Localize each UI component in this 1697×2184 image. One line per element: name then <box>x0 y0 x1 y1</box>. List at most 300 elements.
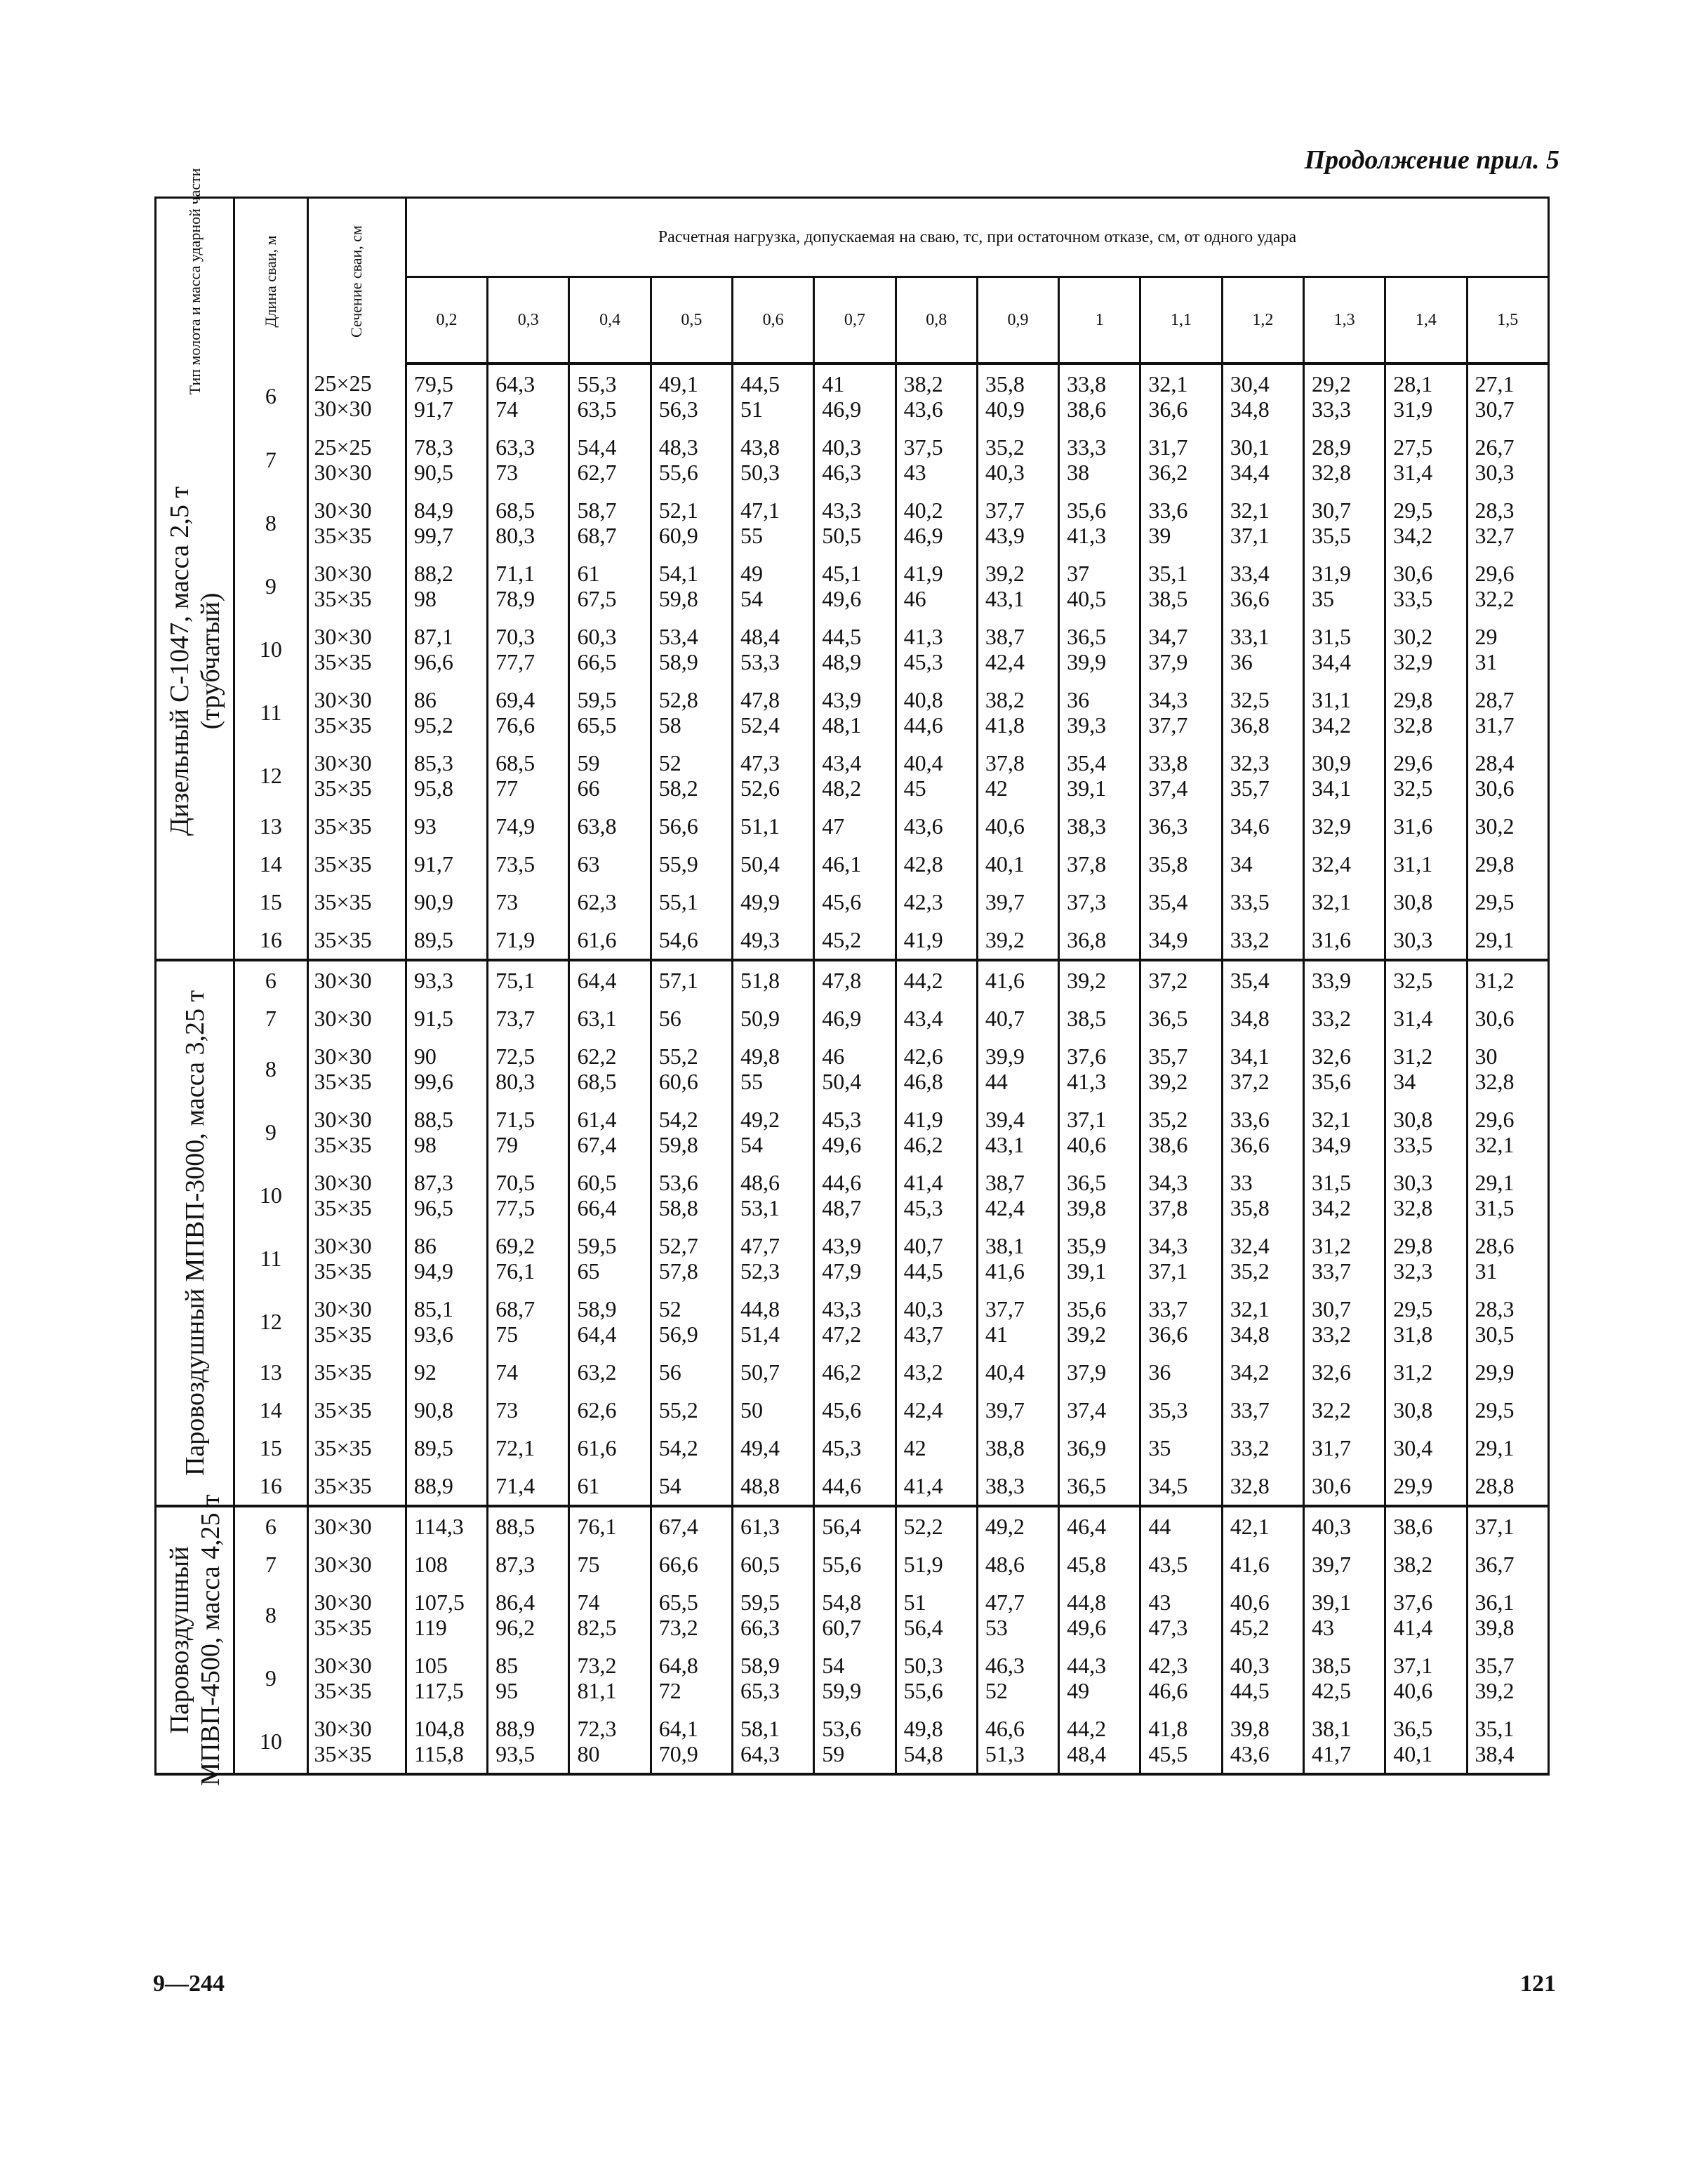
load-value-cell: 38,7 42,4 <box>977 1164 1058 1227</box>
load-value-cell: 58,9 64,4 <box>569 1290 651 1353</box>
load-value-cell: 76,1 <box>569 1506 651 1545</box>
load-value-cell: 35,6 39,2 <box>1059 1290 1140 1353</box>
load-value-cell: 37,2 <box>1140 960 1222 999</box>
load-value-cell: 32,9 <box>1303 807 1385 845</box>
footer-code: 9—244 <box>153 1971 225 1997</box>
load-value-cell: 41,6 <box>1222 1545 1303 1583</box>
load-value-cell: 35,7 39,2 <box>1467 1646 1548 1710</box>
pile-length-cell: 6 <box>234 364 307 428</box>
table-row <box>156 428 1549 491</box>
pile-section-cell: 30×30 <box>307 1545 406 1583</box>
pile-section-header: Сечение сваи, см <box>307 198 406 364</box>
page-number: 121 <box>1520 1971 1556 1997</box>
refusal-header: 0,7 <box>814 277 896 364</box>
table-row <box>156 1583 1549 1646</box>
load-value-cell: 45,8 <box>1059 1545 1140 1583</box>
table-row <box>156 1545 1549 1583</box>
load-value-cell: 30,2 <box>1467 807 1548 845</box>
load-value-cell: 88,9 93,5 <box>488 1710 569 1774</box>
load-value-cell: 33,5 <box>1222 883 1303 921</box>
load-value-cell: 43,3 50,5 <box>814 491 896 554</box>
load-value-cell: 38,2 43,6 <box>896 364 977 428</box>
pile-section-cell: 35×35 <box>307 921 406 960</box>
load-value-cell: 54,2 <box>651 1429 732 1467</box>
pile-length-cell: 6 <box>234 960 307 999</box>
load-value-cell: 29,8 32,8 <box>1385 681 1467 744</box>
pile-section-cell: 30×30 35×35 <box>307 618 406 681</box>
pile-section-cell: 30×30 35×35 <box>307 1646 406 1710</box>
refusal-header: 0,2 <box>406 277 487 364</box>
load-value-cell: 46,4 <box>1059 1506 1140 1545</box>
table-row <box>156 807 1549 845</box>
load-value-cell: 48,6 <box>977 1545 1058 1583</box>
load-value-cell: 56,4 <box>814 1506 896 1545</box>
load-value-cell: 54 59,9 <box>814 1646 896 1710</box>
load-value-cell: 27,5 31,4 <box>1385 428 1467 491</box>
load-value-cell: 32,1 <box>1303 883 1385 921</box>
load-value-cell: 38,6 <box>1385 1506 1467 1545</box>
load-value-cell: 65,5 73,2 <box>651 1583 732 1646</box>
load-value-cell: 31,2 <box>1385 1353 1467 1391</box>
load-value-cell: 48,8 <box>733 1467 814 1506</box>
load-value-cell: 29 31 <box>1467 618 1548 681</box>
load-value-cell: 87,1 96,6 <box>406 618 487 681</box>
load-value-cell: 49,3 <box>733 921 814 960</box>
load-value-cell: 45,3 49,6 <box>814 1100 896 1164</box>
load-value-cell: 33,1 36 <box>1222 618 1303 681</box>
load-value-cell: 90 99,6 <box>406 1037 487 1100</box>
refusal-header: 0,6 <box>733 277 814 364</box>
load-value-cell: 91,5 <box>406 999 487 1037</box>
load-value-cell: 34,6 <box>1222 807 1303 845</box>
refusal-header: 1,5 <box>1467 277 1548 364</box>
load-value-cell: 38,2 41,8 <box>977 681 1058 744</box>
load-value-cell: 35,4 <box>1222 960 1303 999</box>
table-row <box>156 883 1549 921</box>
load-value-cell: 29,8 32,3 <box>1385 1227 1467 1290</box>
load-value-cell: 35,8 40,9 <box>977 364 1058 428</box>
load-value-cell: 31,7 <box>1303 1429 1385 1467</box>
load-value-cell: 31,6 <box>1385 807 1467 845</box>
load-value-cell: 52 56,9 <box>651 1290 732 1353</box>
load-value-cell: 33,7 36,6 <box>1140 1290 1222 1353</box>
load-value-cell: 29,5 <box>1467 1391 1548 1429</box>
load-value-cell: 37,8 42 <box>977 744 1058 807</box>
load-value-cell: 37,1 40,6 <box>1385 1646 1467 1710</box>
load-value-cell: 44,2 48,4 <box>1059 1710 1140 1774</box>
load-value-cell: 35,4 39,1 <box>1059 744 1140 807</box>
pile-section-cell: 30×30 35×35 <box>307 1100 406 1164</box>
load-value-cell: 33,7 <box>1222 1391 1303 1429</box>
load-value-cell: 41,6 <box>977 960 1058 999</box>
load-value-cell: 70,3 77,7 <box>488 618 569 681</box>
load-value-cell: 71,5 79 <box>488 1100 569 1164</box>
load-value-cell: 34,3 37,1 <box>1140 1227 1222 1290</box>
load-value-cell: 33,8 38,6 <box>1059 364 1140 428</box>
load-value-cell: 53,6 58,8 <box>651 1164 732 1227</box>
load-value-cell: 51,1 <box>733 807 814 845</box>
load-value-cell: 61 67,5 <box>569 554 651 618</box>
load-value-cell: 29,1 <box>1467 1429 1548 1467</box>
load-value-cell: 44,8 49,6 <box>1059 1583 1140 1646</box>
load-value-cell: 32,4 35,2 <box>1222 1227 1303 1290</box>
pile-length-cell: 13 <box>234 1353 307 1391</box>
load-value-cell: 43,2 <box>896 1353 977 1391</box>
load-value-cell: 30,1 34,4 <box>1222 428 1303 491</box>
load-value-cell: 50,3 55,6 <box>896 1646 977 1710</box>
load-value-cell: 30,9 34,1 <box>1303 744 1385 807</box>
load-value-cell: 31,4 <box>1385 999 1467 1037</box>
pile-length-cell: 9 <box>234 1100 307 1164</box>
load-value-cell: 42,3 46,6 <box>1140 1646 1222 1710</box>
load-value-cell: 61 <box>569 1467 651 1506</box>
load-value-cell: 43 47,3 <box>1140 1583 1222 1646</box>
load-value-cell: 43,8 50,3 <box>733 428 814 491</box>
load-value-cell: 61,6 <box>569 921 651 960</box>
pile-length-cell: 8 <box>234 1583 307 1646</box>
load-value-cell: 37,3 <box>1059 883 1140 921</box>
load-value-cell: 44,5 51 <box>733 364 814 428</box>
load-value-cell: 40,6 <box>977 807 1058 845</box>
pile-length-cell: 7 <box>234 999 307 1037</box>
load-value-cell: 29,1 <box>1467 921 1548 960</box>
load-value-cell: 42,1 <box>1222 1506 1303 1545</box>
load-value-cell: 41,8 45,5 <box>1140 1710 1222 1774</box>
load-value-cell: 71,9 <box>488 921 569 960</box>
load-value-cell: 43,3 47,2 <box>814 1290 896 1353</box>
load-value-cell: 64,1 70,9 <box>651 1710 732 1774</box>
load-value-cell: 47,7 52,3 <box>733 1227 814 1290</box>
load-value-cell: 36,5 39,9 <box>1059 618 1140 681</box>
load-value-cell: 74 <box>488 1353 569 1391</box>
load-value-cell: 32,1 34,8 <box>1222 1290 1303 1353</box>
load-value-cell: 64,3 74 <box>488 364 569 428</box>
load-value-cell: 47,3 52,6 <box>733 744 814 807</box>
load-value-cell: 40,1 <box>977 845 1058 883</box>
load-value-cell: 30,3 32,8 <box>1385 1164 1467 1227</box>
load-value-cell: 38,3 <box>1059 807 1140 845</box>
pile-section-cell: 30×30 <box>307 960 406 999</box>
refusal-header: 1 <box>1059 277 1140 364</box>
table-row <box>156 1506 1549 1545</box>
load-value-cell: 31,7 36,2 <box>1140 428 1222 491</box>
load-value-cell: 34,9 <box>1140 921 1222 960</box>
load-value-cell: 31,9 35 <box>1303 554 1385 618</box>
load-value-cell: 73 <box>488 883 569 921</box>
load-value-cell: 30,4 34,8 <box>1222 364 1303 428</box>
load-value-cell: 73,5 <box>488 845 569 883</box>
pile-length-cell: 8 <box>234 491 307 554</box>
load-value-cell: 35 <box>1140 1429 1222 1467</box>
load-value-cell: 33,2 <box>1303 999 1385 1037</box>
load-value-cell: 43,6 <box>896 807 977 845</box>
load-value-cell: 79,5 91,7 <box>406 364 487 428</box>
load-value-cell: 73 <box>488 1391 569 1429</box>
load-value-cell: 36,9 <box>1059 1429 1140 1467</box>
load-value-cell: 93 <box>406 807 487 845</box>
load-value-cell: 84,9 99,7 <box>406 491 487 554</box>
load-value-cell: 60,5 <box>733 1545 814 1583</box>
pile-length-cell: 16 <box>234 921 307 960</box>
load-value-cell: 38,1 41,7 <box>1303 1710 1385 1774</box>
load-value-cell: 46 50,4 <box>814 1037 896 1100</box>
load-value-cell: 36,5 <box>1140 999 1222 1037</box>
load-value-cell: 32,1 34,9 <box>1303 1100 1385 1164</box>
load-value-cell: 39,7 <box>977 1391 1058 1429</box>
load-value-cell: 52,1 60,9 <box>651 491 732 554</box>
load-value-cell: 44,2 <box>896 960 977 999</box>
load-value-cell: 29,5 34,2 <box>1385 491 1467 554</box>
load-value-cell: 31,2 33,7 <box>1303 1227 1385 1290</box>
load-value-cell: 107,5 119 <box>406 1583 487 1646</box>
load-value-cell: 40,3 <box>1303 1506 1385 1545</box>
table-row <box>156 1100 1549 1164</box>
load-value-cell: 29,5 <box>1467 883 1548 921</box>
load-value-cell: 51,8 <box>733 960 814 999</box>
pile-section-cell: 35×35 <box>307 1467 406 1506</box>
load-value-cell: 86,4 96,2 <box>488 1583 569 1646</box>
load-value-cell: 38,8 <box>977 1429 1058 1467</box>
table-row <box>156 921 1549 960</box>
load-value-cell: 62,3 <box>569 883 651 921</box>
load-value-cell: 69,4 76,6 <box>488 681 569 744</box>
load-value-cell: 30,8 <box>1385 883 1467 921</box>
load-value-cell: 38,5 <box>1059 999 1140 1037</box>
table-row <box>156 618 1549 681</box>
load-value-cell: 36,3 <box>1140 807 1222 845</box>
load-value-cell: 85 95 <box>488 1646 569 1710</box>
pile-length-cell: 11 <box>234 681 307 744</box>
pile-length-cell: 12 <box>234 1290 307 1353</box>
load-value-cell: 30,4 <box>1385 1429 1467 1467</box>
load-value-cell: 63 <box>569 845 651 883</box>
load-value-cell: 30,6 33,5 <box>1385 554 1467 618</box>
load-value-cell: 42,6 46,8 <box>896 1037 977 1100</box>
load-value-cell: 90,8 <box>406 1391 487 1429</box>
load-value-cell: 46,2 <box>814 1353 896 1391</box>
load-value-cell: 30,8 33,5 <box>1385 1100 1467 1164</box>
load-value-cell: 54,6 <box>651 921 732 960</box>
load-value-cell: 49,1 56,3 <box>651 364 732 428</box>
pile-length-cell: 7 <box>234 428 307 491</box>
load-value-cell: 74,9 <box>488 807 569 845</box>
load-value-cell: 34,7 37,9 <box>1140 618 1222 681</box>
load-value-cell: 40,2 46,9 <box>896 491 977 554</box>
load-value-cell: 39,2 <box>977 921 1058 960</box>
pile-section-cell: 35×35 <box>307 1391 406 1429</box>
load-value-cell: 71,1 78,9 <box>488 554 569 618</box>
load-value-cell: 88,9 <box>406 1467 487 1506</box>
load-value-cell: 28,8 <box>1467 1467 1548 1506</box>
load-value-cell: 31,5 34,4 <box>1303 618 1385 681</box>
refusal-header: 1,3 <box>1303 277 1385 364</box>
load-value-cell: 30,3 <box>1385 921 1467 960</box>
load-value-cell: 54,1 59,8 <box>651 554 732 618</box>
load-value-cell: 32,4 <box>1303 845 1385 883</box>
load-value-cell: 43,9 48,1 <box>814 681 896 744</box>
load-value-cell: 32,3 35,7 <box>1222 744 1303 807</box>
load-value-cell: 37,7 41 <box>977 1290 1058 1353</box>
table-row <box>156 1037 1549 1100</box>
pile-section-cell: 25×25 30×30 <box>307 428 406 491</box>
load-value-cell: 49,9 <box>733 883 814 921</box>
load-value-cell: 91,7 <box>406 845 487 883</box>
load-value-cell: 54,8 60,7 <box>814 1583 896 1646</box>
load-value-cell: 73,2 81,1 <box>569 1646 651 1710</box>
load-value-cell: 30,8 <box>1385 1391 1467 1429</box>
load-value-cell: 44,3 49 <box>1059 1646 1140 1710</box>
load-value-cell: 47,8 <box>814 960 896 999</box>
load-value-cell: 44,5 48,9 <box>814 618 896 681</box>
load-value-cell: 35,4 <box>1140 883 1222 921</box>
load-value-cell: 32,1 37,1 <box>1222 491 1303 554</box>
load-value-cell: 53,6 59 <box>814 1710 896 1774</box>
table-row <box>156 845 1549 883</box>
pile-length-cell: 10 <box>234 1164 307 1227</box>
pile-length-cell: 11 <box>234 1227 307 1290</box>
load-value-cell: 55,3 63,5 <box>569 364 651 428</box>
load-value-cell: 40,3 46,3 <box>814 428 896 491</box>
load-value-cell: 38,2 <box>1385 1545 1467 1583</box>
load-value-cell: 43,9 47,9 <box>814 1227 896 1290</box>
load-value-cell: 37,5 43 <box>896 428 977 491</box>
pile-length-cell: 10 <box>234 618 307 681</box>
load-value-cell: 28,3 32,7 <box>1467 491 1548 554</box>
load-value-cell: 47,7 53 <box>977 1583 1058 1646</box>
load-value-cell: 45,1 49,6 <box>814 554 896 618</box>
table-row <box>156 1467 1549 1506</box>
load-value-cell: 58,7 68,7 <box>569 491 651 554</box>
load-value-cell: 36,1 39,8 <box>1467 1583 1548 1646</box>
load-value-cell: 55,2 <box>651 1391 732 1429</box>
load-value-cell: 36,8 <box>1059 921 1140 960</box>
load-value-cell: 29,9 <box>1385 1467 1467 1506</box>
load-value-cell: 34,5 <box>1140 1467 1222 1506</box>
load-value-cell: 40,6 45,2 <box>1222 1583 1303 1646</box>
load-value-cell: 37,7 43,9 <box>977 491 1058 554</box>
load-value-cell: 45,6 <box>814 883 896 921</box>
load-value-cell: 72,3 80 <box>569 1710 651 1774</box>
pile-length-cell: 12 <box>234 744 307 807</box>
pile-section-cell: 30×30 35×35 <box>307 1710 406 1774</box>
load-value-cell: 47,8 52,4 <box>733 681 814 744</box>
load-value-cell: 46,6 51,3 <box>977 1710 1058 1774</box>
load-value-cell: 29,8 <box>1467 845 1548 883</box>
load-value-cell: 67,4 <box>651 1506 732 1545</box>
load-value-cell: 33,9 <box>1303 960 1385 999</box>
load-value-cell: 55,1 <box>651 883 732 921</box>
load-value-cell: 55,9 <box>651 845 732 883</box>
load-value-cell: 41,9 46,2 <box>896 1100 977 1164</box>
load-table <box>154 168 1550 1786</box>
load-value-cell: 50,7 <box>733 1353 814 1391</box>
load-value-cell: 26,7 30,3 <box>1467 428 1548 491</box>
hammer-type-cell: Паровоздушный МПВП-4500, масса 4,25 т <box>156 1506 234 1774</box>
table-row <box>156 554 1549 618</box>
load-value-cell: 32,1 36,6 <box>1140 364 1222 428</box>
load-value-cell: 35,3 <box>1140 1391 1222 1429</box>
load-value-cell: 48,6 53,1 <box>733 1164 814 1227</box>
load-value-cell: 34,1 37,2 <box>1222 1037 1303 1100</box>
load-value-cell: 28,7 31,7 <box>1467 681 1548 744</box>
load-value-cell: 33 35,8 <box>1222 1164 1303 1227</box>
load-value-cell: 27,1 30,7 <box>1467 364 1548 428</box>
load-value-cell: 42,8 <box>896 845 977 883</box>
pile-section-cell: 30×30 35×35 <box>307 554 406 618</box>
load-value-cell: 53,4 58,9 <box>651 618 732 681</box>
refusal-header: 1,4 <box>1385 277 1467 364</box>
load-value-cell: 38,3 <box>977 1467 1058 1506</box>
load-value-cell: 90,9 <box>406 883 487 921</box>
pile-section-cell: 30×30 35×35 <box>307 1227 406 1290</box>
load-value-cell: 32,2 <box>1303 1391 1385 1429</box>
load-value-cell: 39,2 <box>1059 960 1140 999</box>
load-value-cell: 37,6 41,3 <box>1059 1037 1140 1100</box>
load-value-cell: 70,5 77,5 <box>488 1164 569 1227</box>
load-value-cell: 38,7 42,4 <box>977 618 1058 681</box>
load-value-cell: 42,4 <box>896 1391 977 1429</box>
load-value-cell: 63,8 <box>569 807 651 845</box>
load-value-cell: 44,8 51,4 <box>733 1290 814 1353</box>
load-value-cell: 46,9 <box>814 999 896 1037</box>
load-value-cell: 56,6 <box>651 807 732 845</box>
pile-section-cell: 30×30 35×35 <box>307 1164 406 1227</box>
load-value-cell: 28,3 30,5 <box>1467 1290 1548 1353</box>
load-value-cell: 73,7 <box>488 999 569 1037</box>
load-value-cell: 30,2 32,9 <box>1385 618 1467 681</box>
load-value-cell: 56 <box>651 999 732 1037</box>
load-value-cell: 32,5 36,8 <box>1222 681 1303 744</box>
load-value-cell: 48,3 55,6 <box>651 428 732 491</box>
load-value-cell: 72,1 <box>488 1429 569 1467</box>
refusal-header: 1,1 <box>1140 277 1222 364</box>
pile-length-cell: 9 <box>234 554 307 618</box>
load-value-cell: 48,4 53,3 <box>733 618 814 681</box>
load-value-cell: 93,3 <box>406 960 487 999</box>
table-row <box>156 1164 1549 1227</box>
load-value-cell: 44 <box>1140 1506 1222 1545</box>
load-value-cell: 35,1 38,5 <box>1140 554 1222 618</box>
load-value-cell: 49,8 54,8 <box>896 1710 977 1774</box>
load-value-cell: 89,5 <box>406 921 487 960</box>
load-value-cell: 34,8 <box>1222 999 1303 1037</box>
load-value-cell: 75,1 <box>488 960 569 999</box>
load-value-cell: 85,1 93,6 <box>406 1290 487 1353</box>
load-value-cell: 40,3 44,5 <box>1222 1646 1303 1710</box>
load-value-cell: 34,2 <box>1222 1353 1303 1391</box>
refusal-header: 0,5 <box>651 277 732 364</box>
load-value-cell: 75 <box>569 1545 651 1583</box>
load-value-cell: 59 66 <box>569 744 651 807</box>
load-value-cell: 61,3 <box>733 1506 814 1545</box>
pile-length-cell: 8 <box>234 1037 307 1100</box>
table-row <box>156 1290 1549 1353</box>
load-value-cell: 54,2 59,8 <box>651 1100 732 1164</box>
load-value-cell: 34 <box>1222 845 1303 883</box>
load-value-cell: 40,4 <box>977 1353 1058 1391</box>
load-value-cell: 63,1 <box>569 999 651 1037</box>
load-value-cell: 41,3 45,3 <box>896 618 977 681</box>
load-value-cell: 30,6 <box>1303 1467 1385 1506</box>
load-value-cell: 59,5 65 <box>569 1227 651 1290</box>
table-row <box>156 960 1549 999</box>
hammer-type-cell: Дизельный С-1047, масса 2,5 т (трубчатый) <box>156 364 234 960</box>
load-value-cell: 35,7 39,2 <box>1140 1037 1222 1100</box>
load-value-cell: 45,2 <box>814 921 896 960</box>
load-value-cell: 49,8 55 <box>733 1037 814 1100</box>
load-value-cell: 59,5 65,5 <box>569 681 651 744</box>
load-value-cell: 45,6 <box>814 1391 896 1429</box>
